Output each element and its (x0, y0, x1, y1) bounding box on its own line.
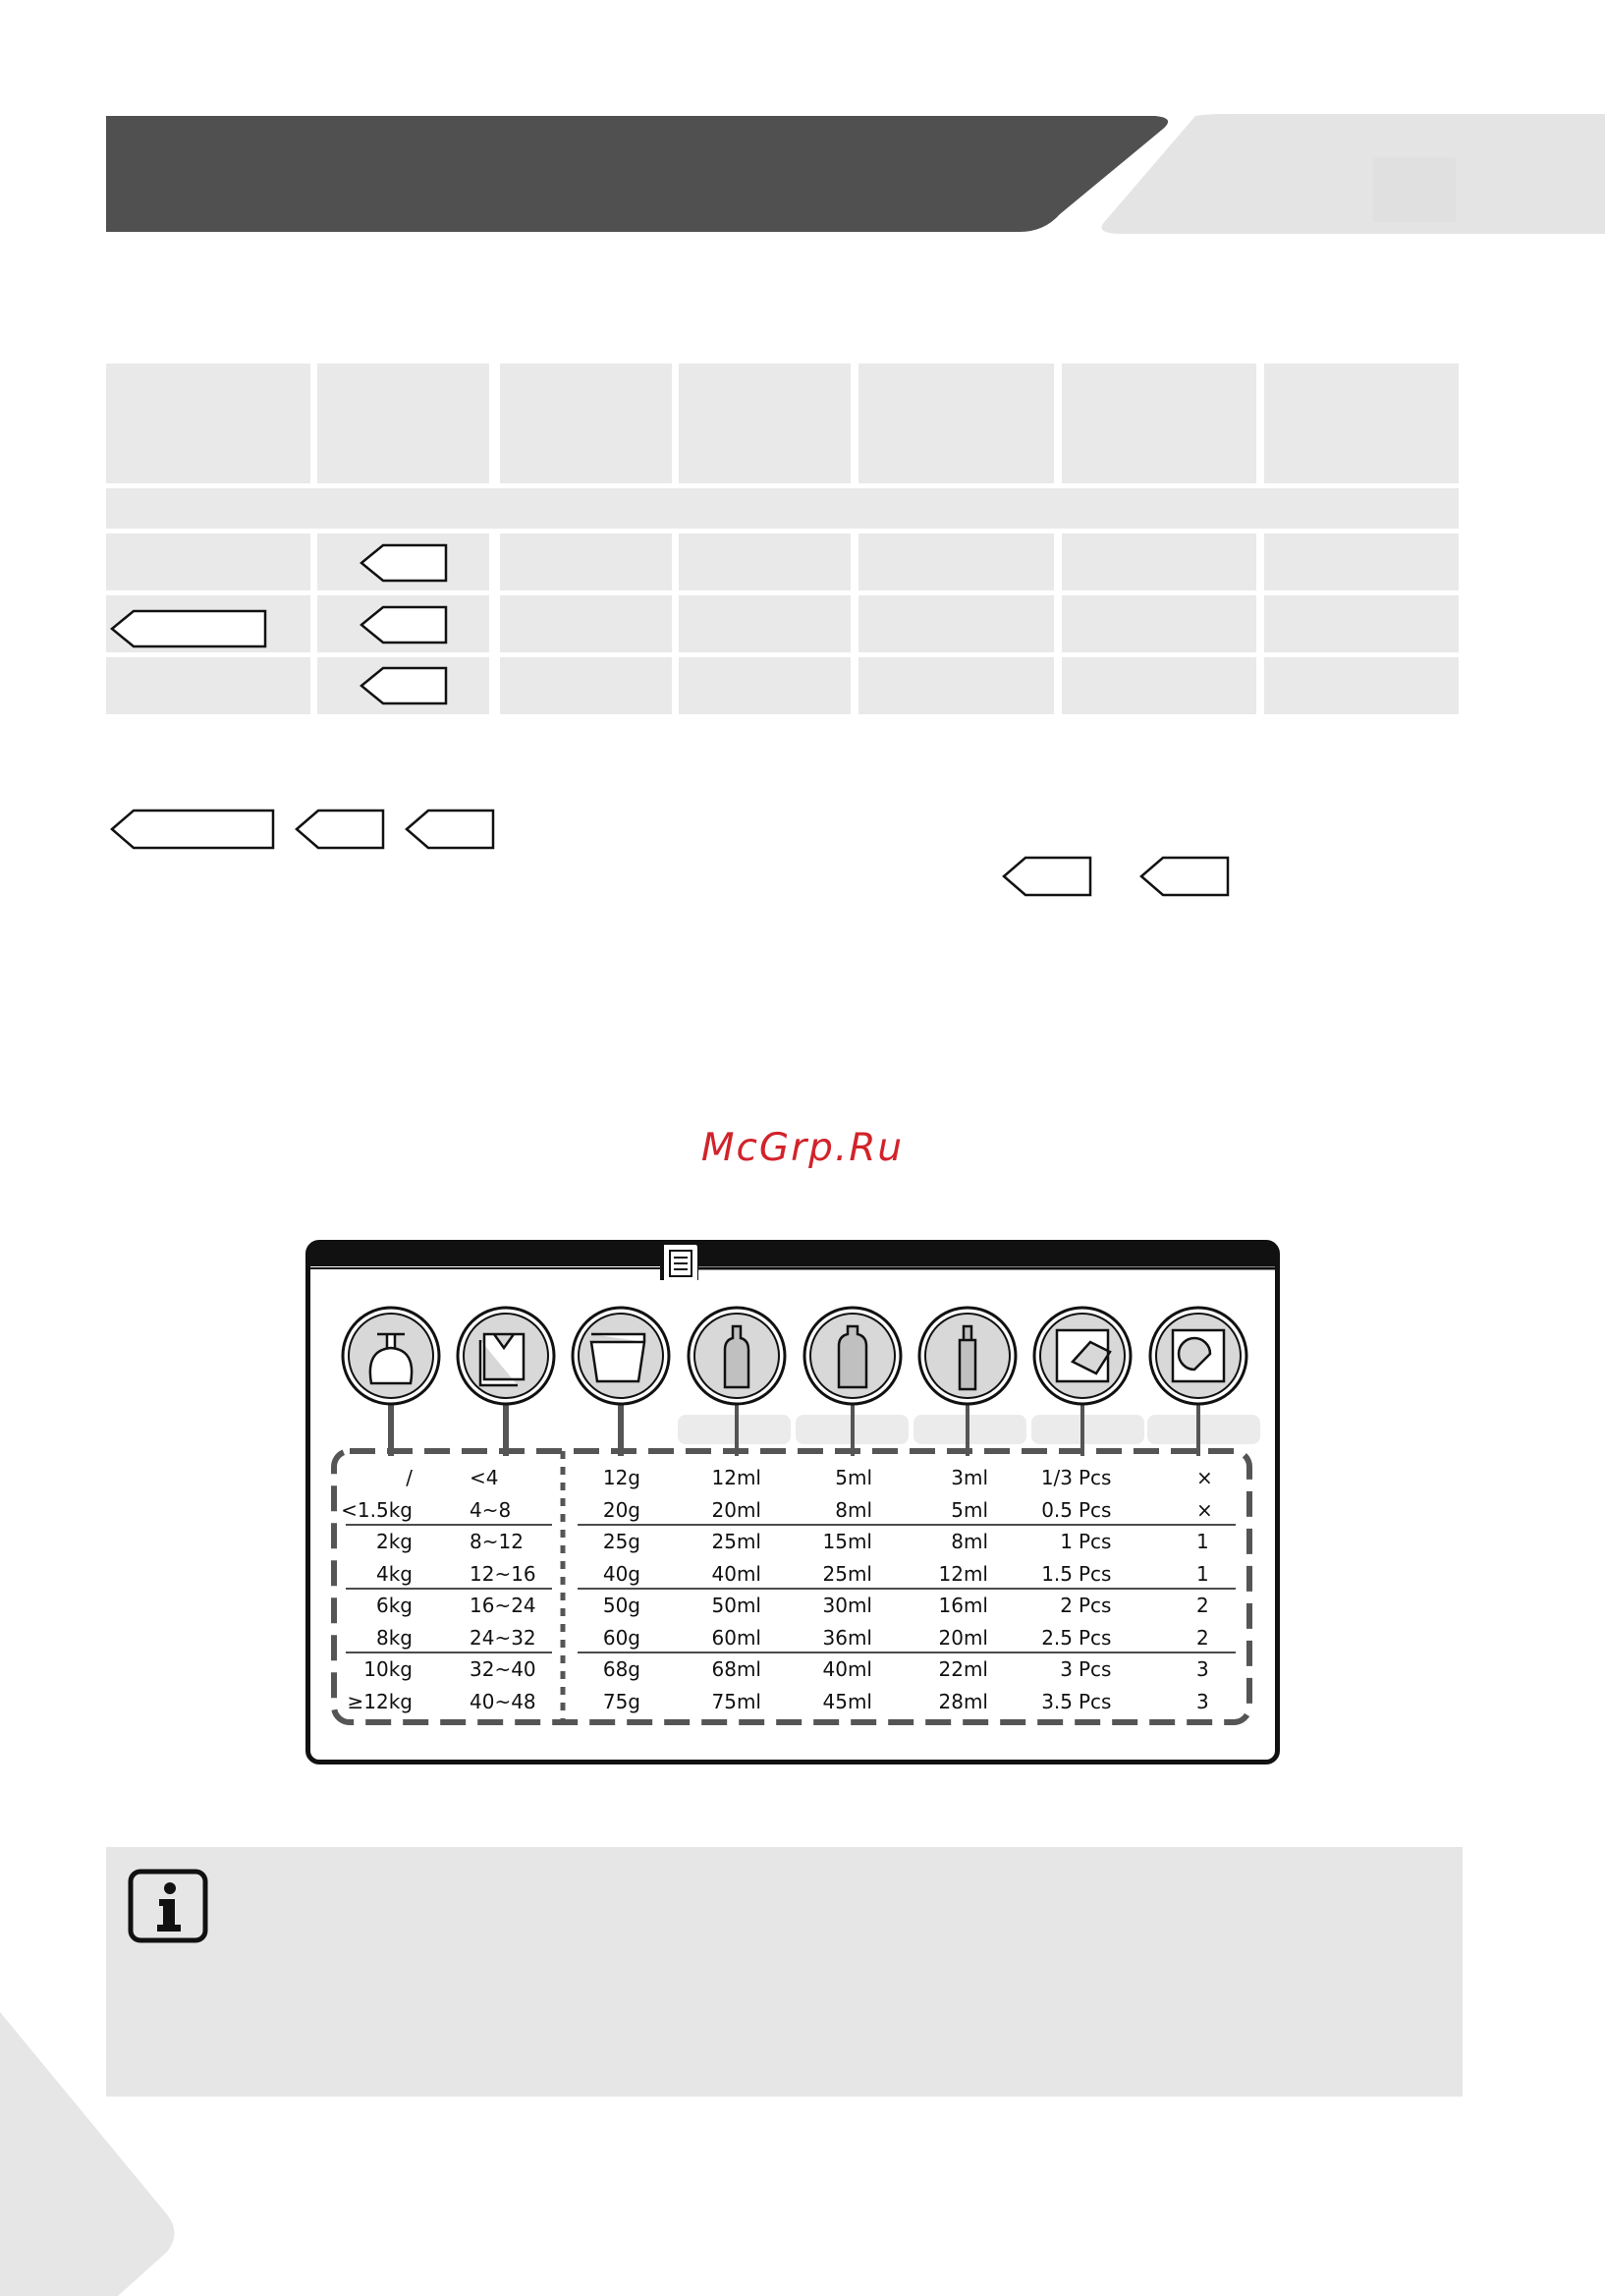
dosage-cell: 1 (1060, 1530, 1073, 1553)
dosage-unit: Pcs (1079, 1530, 1112, 1553)
dosage-cell: 15ml (822, 1530, 872, 1553)
dosage-cell: 2 (1196, 1594, 1209, 1617)
dosage-cell: 1.5 (1041, 1561, 1073, 1586)
dosage-cell: 16~24 (470, 1594, 536, 1617)
dosage-cell: 2 (1060, 1594, 1073, 1617)
dosage-cell: 68g (602, 1657, 640, 1681)
dosage-unit: Pcs (1079, 1657, 1112, 1681)
dosage-cell: 24~32 (470, 1625, 536, 1650)
dosage-unit: Pcs (1079, 1466, 1112, 1489)
dosage-cell: 10kg (363, 1657, 413, 1681)
dosage-cell: 5ml (835, 1466, 872, 1489)
dosage-cell: 20ml (938, 1625, 988, 1650)
dosage-cell: 75g (602, 1689, 640, 1713)
dosage-cell: 2kg (375, 1530, 413, 1553)
dosage-unit: Pcs (1079, 1561, 1112, 1586)
dosage-cell: 12g (602, 1466, 640, 1489)
dosage-cell: 12~16 (470, 1561, 536, 1586)
dosage-cell: <1.5kg (341, 1497, 413, 1522)
dosage-cell: 40g (602, 1561, 640, 1586)
dosage-cell: 40~48 (470, 1689, 536, 1713)
dosage-cell: / (406, 1466, 413, 1489)
dosage-cell: 2.5 (1041, 1625, 1073, 1650)
dosage-cell: 8ml (835, 1497, 872, 1522)
dosage-cell: 6kg (375, 1594, 413, 1617)
dosage-cell: 5ml (951, 1497, 988, 1522)
dosage-cell: 45ml (822, 1689, 872, 1713)
dosage-cell: 20g (602, 1497, 640, 1522)
dosage-cell: 36ml (822, 1625, 872, 1650)
dosage-cell: 20ml (711, 1497, 761, 1522)
watermark: McGrp.Ru (700, 1126, 905, 1170)
dosage-cell: 25g (602, 1530, 640, 1553)
dosage-cell: 1 (1196, 1530, 1209, 1553)
dosage-cell: 3 (1196, 1689, 1209, 1713)
dosage-cell: ≥12kg (347, 1689, 413, 1713)
dosage-cell: 0.5 (1041, 1497, 1073, 1522)
dosage-unit: Pcs (1079, 1625, 1112, 1650)
dosage-cell: 40ml (822, 1657, 872, 1681)
dosage-cell: 1/3 (1040, 1466, 1073, 1489)
dosage-cell: × (1196, 1497, 1213, 1522)
dosage-cell: 16ml (938, 1594, 988, 1617)
dosage-cell: 25ml (711, 1530, 761, 1553)
dosage-cell: 3.5 (1041, 1689, 1073, 1713)
dosage-cell: 25ml (822, 1561, 872, 1586)
dosage-cell: × (1196, 1466, 1213, 1489)
dosage-cell: 40ml (711, 1561, 761, 1586)
dosage-cell: 4kg (375, 1561, 413, 1586)
dosage-cell: 22ml (938, 1657, 988, 1681)
dosage-cell: 28ml (938, 1689, 988, 1713)
dosage-cell: 68ml (711, 1657, 761, 1681)
dosage-cell: 8kg (375, 1625, 413, 1650)
dosage-cell: 1 (1196, 1561, 1209, 1586)
dosage-cell: 3 (1060, 1657, 1073, 1681)
dosage-cell: 30ml (822, 1594, 872, 1617)
dosage-unit: Pcs (1079, 1594, 1112, 1617)
dosage-cell: 3 (1196, 1657, 1209, 1681)
dosage-cell: 2 (1196, 1625, 1209, 1650)
dosage-cell: 4~8 (470, 1497, 512, 1522)
dosage-cell: 32~40 (470, 1657, 536, 1681)
info-note-box (106, 1847, 1463, 2097)
info-icon (128, 1869, 208, 1943)
dosage-cell: 8ml (951, 1530, 988, 1553)
page-corner-tab (0, 2012, 179, 2296)
dosage-cell: 75ml (711, 1689, 761, 1713)
dosage-cell: 12ml (711, 1466, 761, 1489)
dosage-cell: 50g (602, 1594, 640, 1617)
dosage-unit: Pcs (1079, 1497, 1112, 1522)
dosage-unit: Pcs (1079, 1689, 1112, 1713)
dosage-cell: <4 (470, 1466, 499, 1489)
dosage-cell: 60ml (711, 1625, 761, 1650)
dosage-cell: 60g (602, 1625, 640, 1650)
dosage-cell: 3ml (951, 1466, 988, 1489)
dosage-cell: 8~12 (470, 1530, 524, 1553)
dosage-cell: 12ml (938, 1561, 988, 1586)
dosage-cell: 50ml (711, 1594, 761, 1617)
